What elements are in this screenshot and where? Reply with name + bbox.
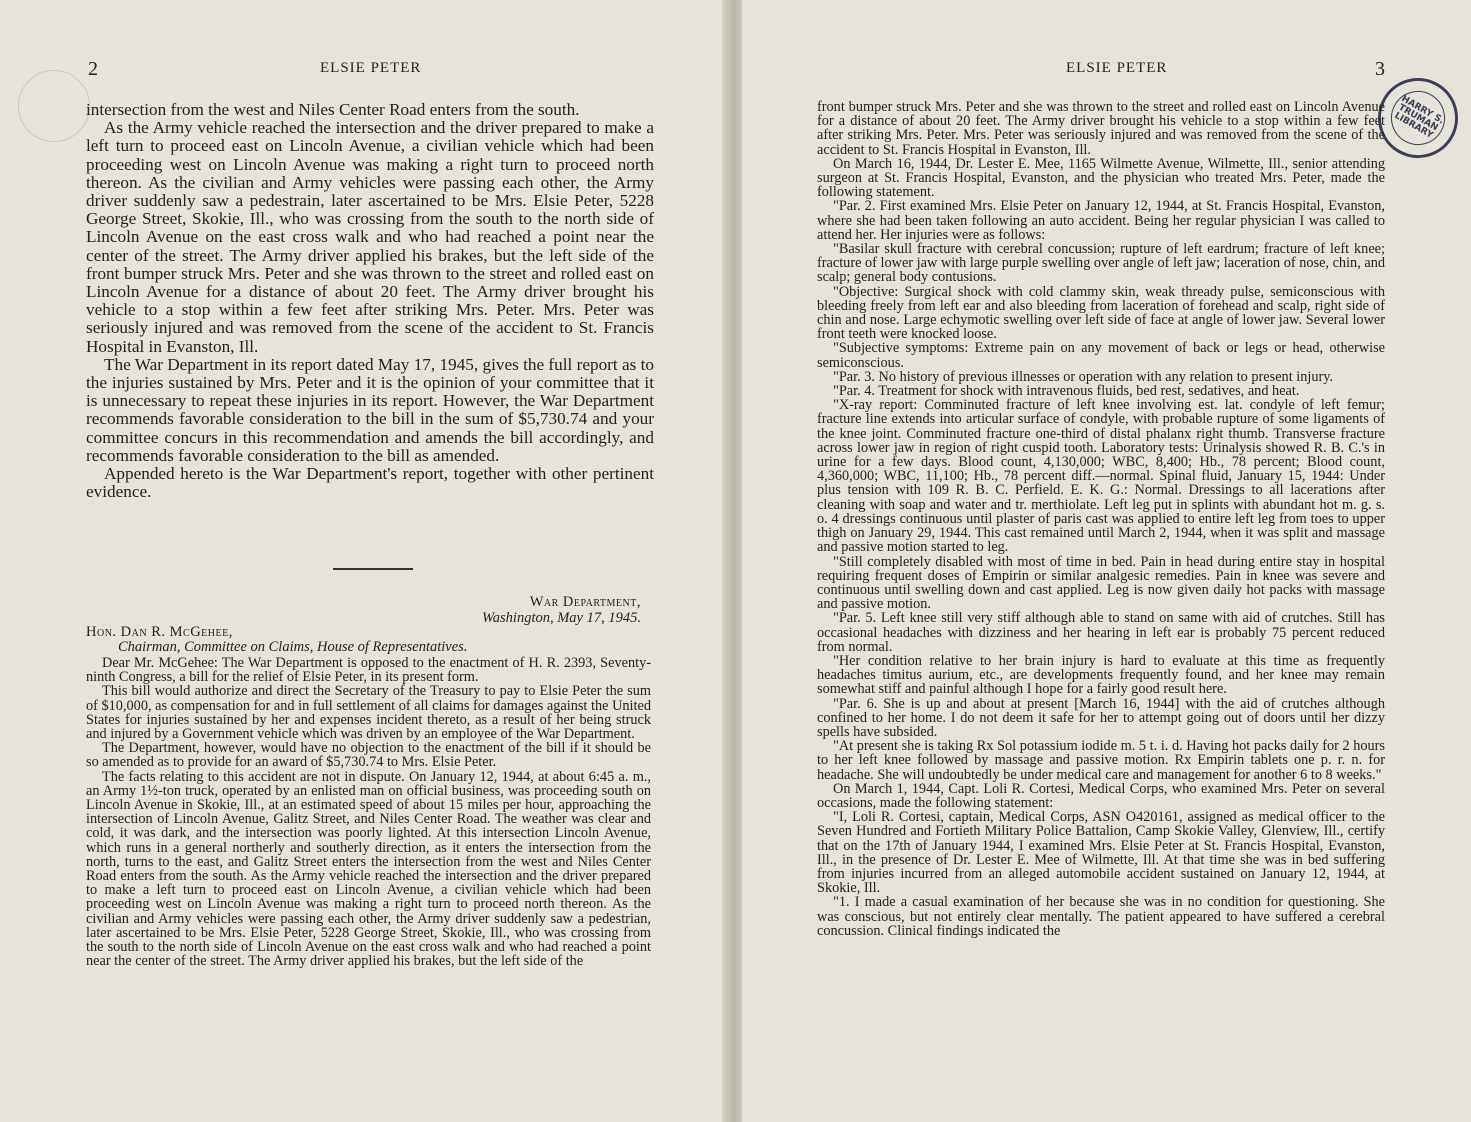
paragraph: On March 16, 1944, Dr. Lester E. Mee, 1165 Wilmette Avenue, Wilmette, Ill., senior attending surgeon at St. Francis Hospital, Evanston, and the physician who treated Mrs. Peter, made the following statement. (817, 155, 1385, 201)
paragraph: The Department, however, would have no objection to the enactment of the bill if it should be so amended as to provide for an award of $5,730.74 to Mrs. Elsie Peter. (86, 740, 651, 771)
paragraph: The War Department in its report dated May 17, 1945, gives the full report as to the injuries sustained by Mrs. Peter and it is the opinion of your committee that it is unnecessary to repeat these injuries in its report. However, the War Department recommends favorable consideration to the bill in the sum of $5,730.74 and your committee concurs in this recommendation and amends the bill accordingly, and recommends favorable consideration to the bill as amended. (86, 354, 654, 465)
addressee-title: Chairman, Committee on Claims, House of Representatives. (118, 639, 468, 655)
paragraph: As the Army vehicle reached the intersection and the driver prepared to make a left turn to proceed east on Lincoln Avenue, a civilian vehicle which had been proceeding west on Lincoln Avenue was making a right turn to proceed north thereon. As the civilian and Army vehicles were passing each other, the Army driver suddenly saw a pedestrain, later ascertained to be Mrs. Elsie Peter, 5228 George Street, Skokie, Ill., who was crossing from the south to the north side of Lincoln Avenue on the east cross walk and who had reached a point near the center of the street. The Army driver applied his brakes, but the left side of the front bumper struck Mrs. Peter and she was thrown to the street and rolled east on Lincoln Avenue for a distance of about 20 feet. The Army driver brought his vehicle to a stop within a few feet after striking Mrs. Peter. Mrs. Peter was seriously injured and was removed from the scene of the accident to St. Francis Hospital in Evanston, Ill. (86, 118, 654, 356)
paragraph: "Basilar skull fracture with cerebral concussion; rupture of left eardrum; fracture of left knee; fracture of lower jaw with large purple swelling over angle of left jaw; laceration of nose, chin, and scalp; general body contusions. (817, 241, 1385, 286)
letterhead-date: Washington, May 17, 1945. (482, 610, 641, 626)
section-rule (333, 568, 413, 570)
paragraph: "Her condition relative to her brain injury is hard to evaluate at this time as frequently headaches timitus aurium, etc., are developments frequently found, and her knee may remain somewhat stiff and painful although I hope for a fairly good result here. (817, 652, 1385, 698)
stamp-text: HARRY S. TRUMAN LIBRARY (1381, 81, 1455, 155)
report-body (817, 100, 1385, 938)
paragraph: This bill would authorize and direct the Secretary of the Treasury to pay to Elsie Peter the sum of $10,000, as compensation for and in full settlement of all claims for damages against the United States for injuries sustained by her and expenses incident thereto, as a result of her being struck and injured by a Government vehicle which was driven by an employee of the War Department. (86, 683, 651, 743)
paragraph: "Par. 4. Treatment for shock with intravenous fluids, bed rest, sedatives, and heat. (833, 383, 1300, 400)
left-page (0, 0, 728, 1122)
running-header: ELSIE PETER (320, 60, 422, 76)
letterhead (86, 594, 641, 626)
addressee-block (86, 625, 654, 655)
paragraph: On March 1, 1944, Capt. Loli R. Cortesi, Medical Corps, who examined Mrs. Peter on several occasions, made the following statement: (817, 780, 1385, 811)
addressee-name: Hon. Dan R. McGehee, (86, 624, 233, 640)
letter-body (86, 656, 651, 968)
page-number: 3 (1375, 58, 1385, 80)
paragraph: "Subjective symptoms: Extreme pain on any movement of back or legs or head, otherwise semiconscious. (817, 340, 1385, 371)
paragraph: "At present she is taking Rx Sol potassium iodide m. 5 t. i. d. Having hot packs daily for 2 hours to her left knee followed by massage and passive motion. Rx Empirin tablets one p. r. n. for headache. She will undoubtedly be under medical care and management for another 6 to 8 weeks." (817, 738, 1385, 783)
paragraph: "X-ray report: Comminuted fracture of left knee involving est. lat. condyle of left femur; fracture line extends into articular surface of condyle, with probable rupture of some ligaments of the knee joint. Comminuted fracture one-third of distal phalanx right thumb. Transverse fracture across lower jaw in region of right cuspid tooth. Laboratory tests: Urinalysis showed R. B. C.'s in urine for a few days. Blood count, 4,130,000; WBC, 8,400; Hb., 78 percent; Blood count, 4,360,000; WBC, 11,100; Hb., 78 percent diff.—normal. Spinal fluid, January 15, 1944: Under plus tension with 109 R. B. C. Perfield. E. K. G.: Normal. Dressings to all lacerations after cleaning with soap and water and tr. merthiolate. Left leg put in splints with abundant hot m. g. s. o. 4 dressings continuous until plaster of paris cast was applied to entire left leg from toes to upper thigh on January 29, 1944. This cast remained until March 2, 1944, when it was split and massage and passive motion started to leg. (817, 397, 1385, 556)
paragraph: "Par. 6. She is up and about at present [March 16, 1944] with the aid of crutches although confined to her home. I do not deem it safe for her to attempt going out of doors until her dizzy spells have subsided. (817, 695, 1385, 740)
paragraph: "Still completely disabled with most of time in bed. Pain in head during entire stay in hospital requiring frequent doses of Empirin or similar analgesic remedies. Pain in knee was severe and continuous until swelling down and cast applied. Leg is now given daily hot packs with massage and passive motion. (817, 553, 1385, 613)
right-page (742, 0, 1471, 1122)
letterhead-department: War Department, (529, 594, 641, 610)
report-body (86, 101, 654, 501)
paragraph: "Par. 3. No history of previous illnesses or operation with any relation to present injury. (833, 368, 1334, 385)
paragraph: "Objective: Surgical shock with cold clammy skin, weak thready pulse, semiconscious with bleeding freely from left ear and also bleeding from laceration of forehead and scalp, right side of chin and nose. Large echymotic swelling over left side of face at angle of lower jaw. Several lower front teeth were knocked loose. (817, 283, 1385, 343)
paragraph: "Par. 2. First examined Mrs. Elsie Peter on January 12, 1944, at St. Francis Hospital, Evanston, where she had been taken following an auto accident. Being her regular physician I was called to attend her. Her injuries were as follows: (817, 198, 1385, 243)
paragraph: "I, Loli R. Cortesi, captain, Medical Corps, ASN O420161, assigned as medical officer to the Seven Hundred and Fortieth Military Police Battalion, Camp Skokie Valley, Glenview, Ill., certify that on the 17th of January 1944, I examined Mrs. Elsie Peter at St. Francis Hospital, Evanston, Ill., in the presence of Dr. Lester E. Mee of Wilmette, Ill. At that time she was in bed suffering from injuries incurred from an alleged automobile accident sustained on January 12, 1944, at Skokie, Ill. (817, 809, 1385, 897)
paragraph: The facts relating to this accident are not in dispute. On January 12, 1944, at about 6:45 a. m., an Army 1½-ton truck, operated by an enlisted man on official business, was proceeding south on Lincoln Avenue in Skokie, Ill., at an estimated speed of about 15 miles per hour, approaching the intersection of Lincoln Avenue, Galitz Street, and Niles Center Road. The weather was clear and cold, it was dark, and the intersection was poorly lighted. At this intersection Lincoln Avenue, which runs in a general northerly and southerly direction, as it enters the intersection from the north, turns to the east, and Galitz Street enters the intersection from the west and Niles Center Road enters from the south. As the Army vehicle reached the intersection and the driver prepared to make a left turn to proceed east on Lincoln Avenue, a civilian vehicle which had been proceeding west on Lincoln Avenue was making a right turn to proceed north thereon. As the civilian and Army vehicles were passing each other, the Army driver suddenly saw a pedestrian, later ascertained to be Mrs. Elsie Peter, 5228 George Street, Skokie, Ill., who was crossing from the south to the north side of Lincoln Avenue on the east cross walk and who had reached a point near the center of the street. The Army driver applied his brakes, but the left side of the (86, 768, 651, 970)
paragraph: Appended hereto is the War Department's report, together with other pertinent evidence. (86, 464, 654, 502)
paragraph: Dear Mr. McGehee: The War Department is opposed to the enactment of H. R. 2393, Seventy-ninth Congress, a bill for the relief of Elsie Peter, in its present form. (86, 655, 651, 686)
running-header: ELSIE PETER (1066, 60, 1168, 76)
paragraph: front bumper struck Mrs. Peter and she was thrown to the street and rolled east on Lincoln Avenue for a distance of about 20 feet. The Army driver brought his vehicle to a stop within a few feet after striking Mrs. Peter. Mrs. Peter was seriously injured and was removed from the scene of the accident to St. Francis Hospital in Evanston, Ill. (817, 99, 1385, 158)
faint-stamp-mark (18, 70, 90, 142)
paragraph: "Par. 5. Left knee still very stiff although able to stand on same with aid of crutches. Still has occasional headaches with dizziness and her hearing in left ear is probably 75 percent reduced from normal. (817, 610, 1385, 655)
paragraph: "1. I made a casual examination of her because she was in no condition for questioning. She was conscious, but not entirely clear mentally. The patient appeared to have suffered a cerebral concussion. Clinical findings indicated the (817, 894, 1385, 939)
paragraph: intersection from the west and Niles Center Road enters from the south. (86, 100, 580, 119)
page-number: 2 (88, 58, 98, 80)
